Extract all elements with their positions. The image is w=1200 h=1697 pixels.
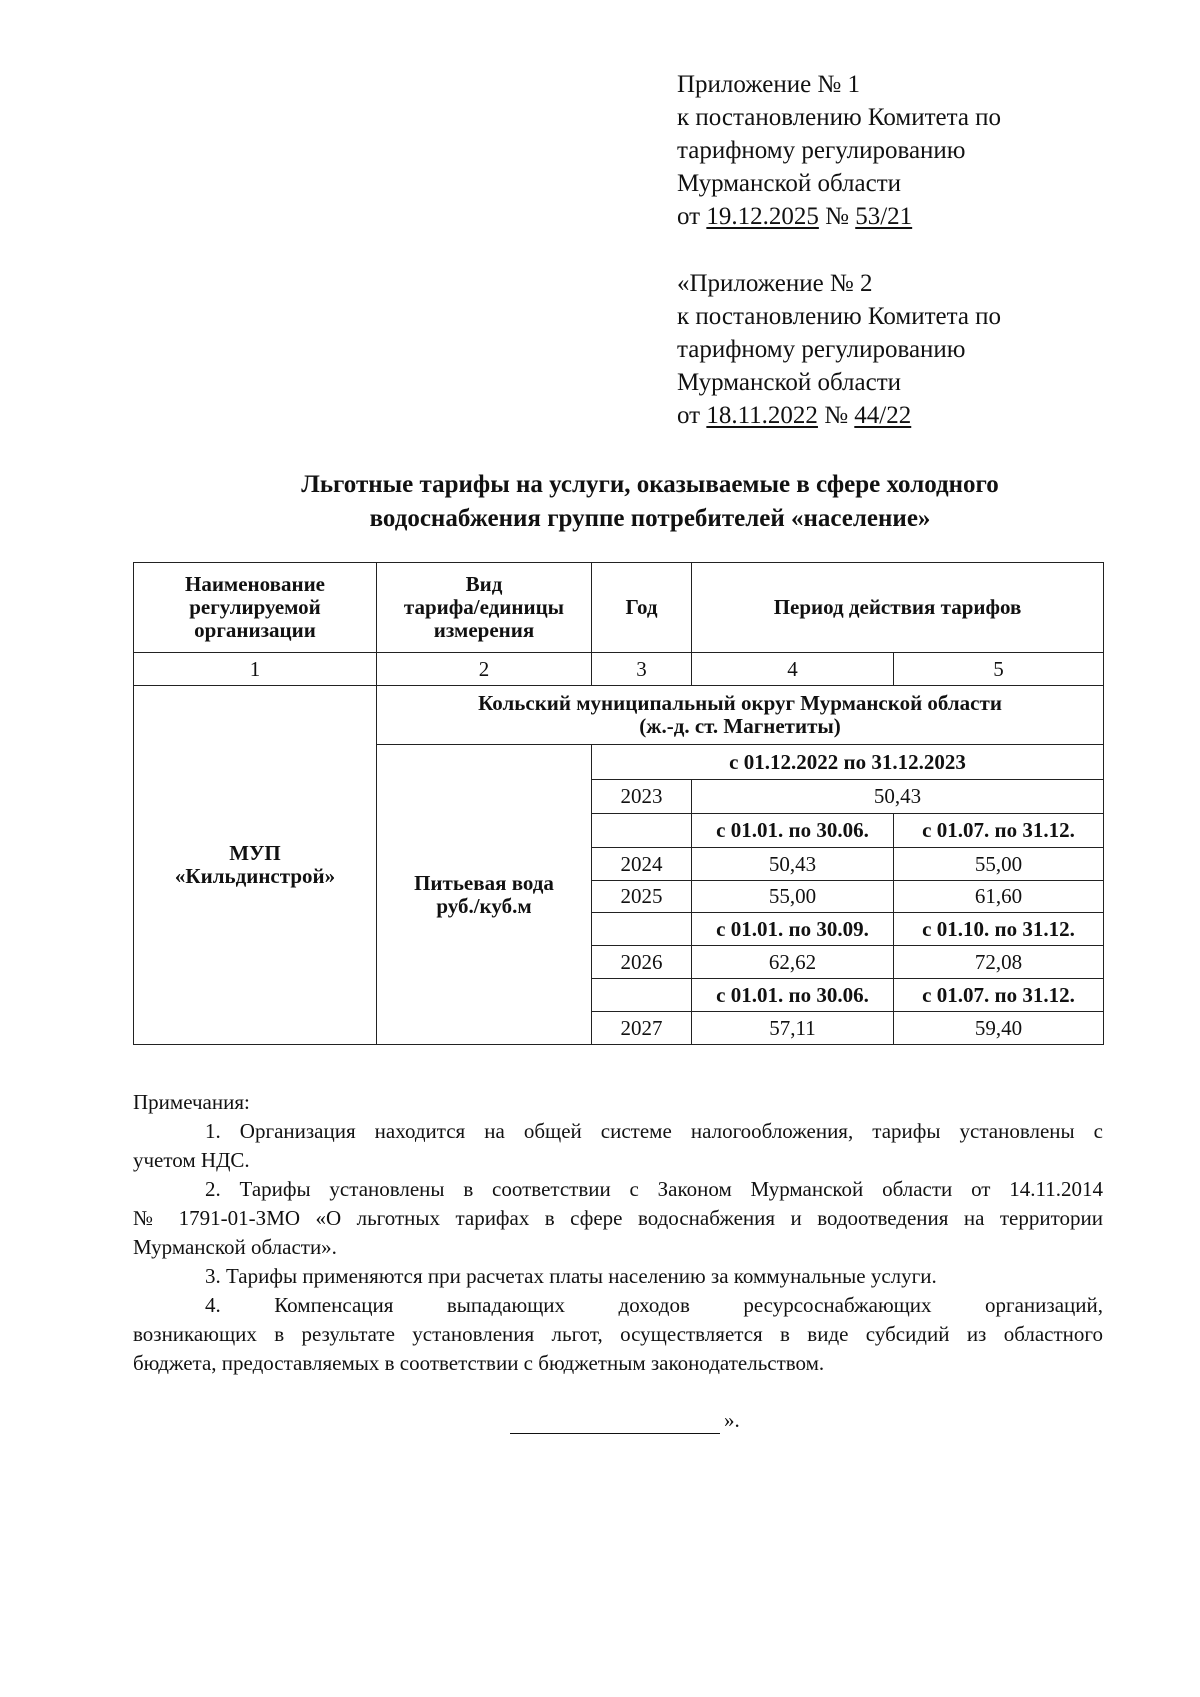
region-row — [134, 686, 1104, 745]
appendix-2-date: 18.11.2022 — [706, 402, 818, 429]
organization-line1: МУП — [229, 841, 281, 865]
period-first-half: с 01.01. по 30.06. — [692, 979, 894, 1012]
value-cell: 57,11 — [692, 1012, 894, 1045]
note-3: 3. Тарифы применяются при расчетах платы населению за коммунальные услуги. — [205, 1264, 937, 1288]
region-line1: Кольский муниципальный округ Мурманской области — [478, 691, 1002, 715]
header-org-line3: организации — [194, 618, 316, 642]
column-numbers-row — [134, 653, 1104, 686]
value-cell: 72,08 — [894, 946, 1104, 979]
value-cell: 62,62 — [692, 946, 894, 979]
date-prefix: от — [677, 402, 707, 429]
period-first-part: с 01.01. по 30.09. — [692, 913, 894, 946]
year-cell: 2026 — [592, 946, 692, 979]
organization-line2: «Кильдинстрой» — [174, 864, 336, 888]
notes-heading: Примечания: — [133, 1090, 250, 1114]
region-line2: (ж.-д. ст. Магнетиты) — [639, 714, 841, 738]
organization-cell — [134, 686, 377, 1045]
product-line1: Питьевая вода — [414, 870, 554, 895]
col-number: 5 — [894, 653, 1104, 686]
product-line2: руб./куб.м — [436, 893, 532, 918]
header-org-line2: регулируемой — [189, 595, 321, 619]
product-cell — [377, 745, 592, 1045]
notes-section — [133, 1088, 1103, 1378]
header-year: Год — [592, 563, 692, 653]
closing-divider-line — [510, 1413, 720, 1434]
document-title-line2: водоснабжения группе потребителей «население» — [369, 505, 931, 532]
empty-year-cell — [592, 979, 692, 1012]
value-cell: 59,40 — [894, 1012, 1104, 1045]
header-type-line3: измерения — [433, 618, 535, 642]
year-cell: 2027 — [592, 1012, 692, 1045]
note-2-line2: № 1791-01-ЗМО «О льготных тарифах в сфере водоснабжения и водоотведения на территории — [133, 1206, 1103, 1230]
empty-year-cell — [592, 913, 692, 946]
appendix-1-number: 53/21 — [855, 203, 913, 230]
empty-year-cell — [592, 814, 692, 848]
value-cell: 55,00 — [894, 848, 1104, 881]
appendix-1-title: Приложение № 1 — [677, 71, 861, 98]
appendix-1-date-line — [677, 202, 912, 232]
col-number: 3 — [592, 653, 692, 686]
note-4-line2: возникающих в результате установления льгот, осуществляется в виде субсидий из областного — [133, 1322, 1103, 1346]
region-cell — [377, 686, 1104, 745]
note-2-line1: 2. Тарифы установлены в соответствии с Законом Мурманской области от 14.11.2014 — [205, 1177, 1103, 1201]
period-second-half: с 01.07. по 31.12. — [894, 979, 1104, 1012]
header-org-line1: Наименование — [185, 572, 325, 596]
header-organization — [134, 563, 377, 653]
period-second-part: с 01.10. по 31.12. — [894, 913, 1104, 946]
appendix-1-line2: к постановлению Комитета по — [677, 104, 1002, 131]
closing-quote: ». — [724, 1408, 740, 1432]
tariff-table — [133, 562, 1104, 1045]
year-cell: 2024 — [592, 848, 692, 881]
number-prefix: № — [817, 402, 855, 429]
date-prefix: от — [677, 203, 707, 230]
value-cell: 55,00 — [692, 881, 894, 913]
year-cell: 2025 — [592, 881, 692, 913]
appendix-1-line3: тарифному регулированию — [677, 137, 966, 164]
appendix-2-title: «Приложение № 2 — [677, 270, 873, 297]
col-number: 2 — [377, 653, 592, 686]
number-prefix: № — [818, 203, 856, 230]
note-4-line3: бюджета, предоставляемых в соответствии с бюджетным законодательством. — [133, 1351, 825, 1375]
header-period: Период действия тарифов — [692, 563, 1104, 653]
note-1-line2: учетом НДС. — [133, 1148, 250, 1172]
appendix-2-line4: Мурманской области — [677, 369, 902, 396]
appendix-1-date: 19.12.2025 — [706, 203, 819, 230]
value-cell: 61,60 — [894, 881, 1104, 913]
header-tariff-type — [377, 563, 592, 653]
note-1-line1: 1. Организация находится на общей системе налогообложения, тарифы установлены с — [205, 1119, 1103, 1143]
appendix-2-number: 44/22 — [854, 402, 912, 429]
appendix-2-date-line — [677, 401, 911, 431]
year-cell: 2023 — [592, 780, 692, 814]
table-header-row — [134, 563, 1104, 653]
note-2-line3: Мурманской области». — [133, 1235, 337, 1259]
period-2022-cell: с 01.12.2022 по 31.12.2023 — [592, 745, 1104, 780]
col-number: 4 — [692, 653, 894, 686]
period-first-half: с 01.01. по 30.06. — [692, 814, 894, 848]
period-second-half: с 01.07. по 31.12. — [894, 814, 1104, 848]
appendix-1-line4: Мурманской области — [677, 170, 902, 197]
appendix-2-line2: к постановлению Комитета по — [677, 303, 1002, 330]
value-cell: 50,43 — [692, 848, 894, 881]
header-type-line1: Вид — [465, 572, 503, 596]
note-4-line1: 4. Компенсация выпадающих доходов ресурсоснабжающих организаций, — [205, 1293, 1103, 1317]
appendix-2-line3: тарифному регулированию — [677, 336, 966, 363]
col-number: 1 — [134, 653, 377, 686]
document-title-line1: Льготные тарифы на услуги, оказываемые в сфере холодного — [301, 471, 999, 498]
header-type-line2: тарифа/единицы — [403, 595, 565, 619]
value-cell: 50,43 — [692, 780, 1104, 814]
